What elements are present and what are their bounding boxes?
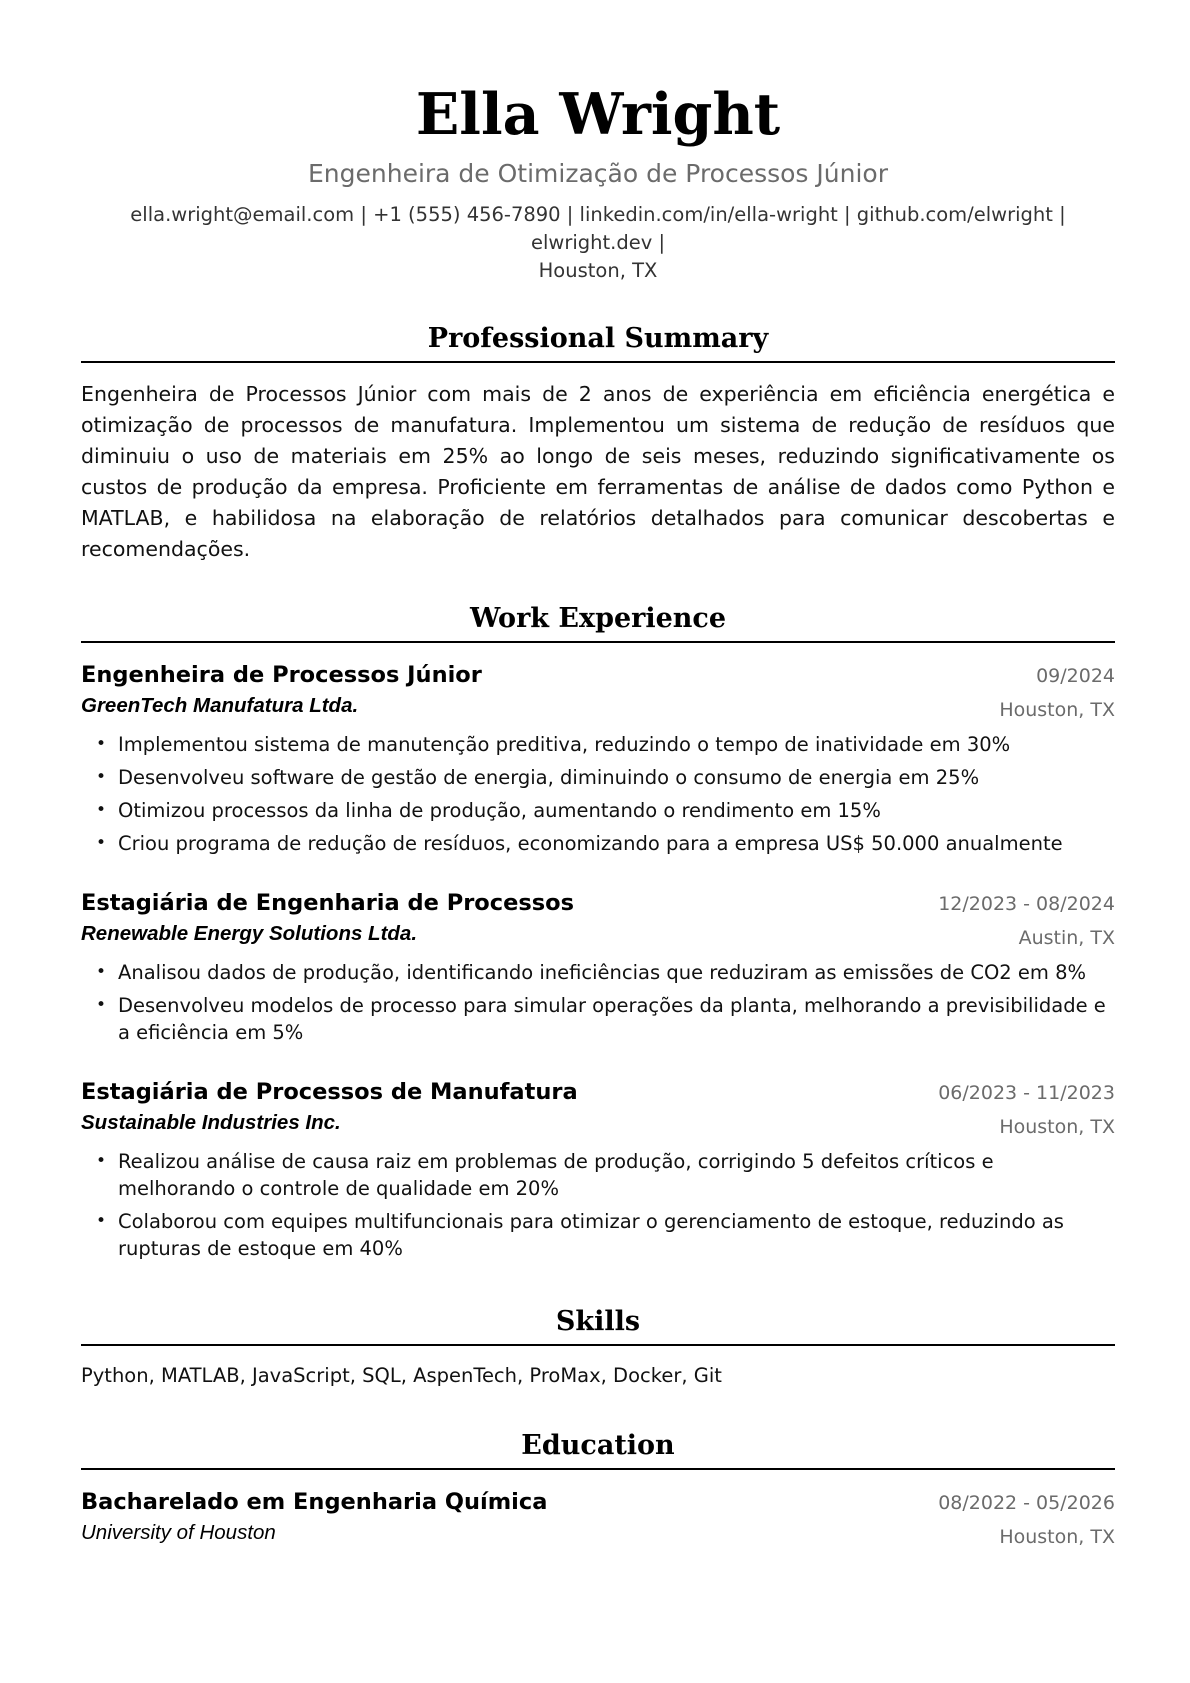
job-bullet: • Desenvolveu software de gestão de energia, diminuindo o consumo de energia em 25% xyxy=(81,764,1115,791)
job-title: Estagiária de Engenharia de Processos xyxy=(81,890,575,916)
education-section xyxy=(81,1428,1115,1548)
education-entry xyxy=(81,1486,1115,1548)
job-bullet: • Desenvolveu modelos de processo para simular operações da planta, melhorando a previsibilidade e a eficiência em 5% xyxy=(81,992,1115,1046)
contact-location: Houston, TX xyxy=(538,259,658,282)
job-bullets xyxy=(81,959,1115,1046)
job-title: Engenheira de Processos Júnior xyxy=(81,662,482,688)
job-date: 09/2024 xyxy=(1036,665,1115,687)
job-company: GreenTech Manufatura Ltda. xyxy=(81,694,359,717)
candidate-title: Engenheira de Otimização de Processos Júnior xyxy=(307,159,888,188)
section-heading-experience: Work Experience xyxy=(81,601,1115,643)
section-heading-education: Education xyxy=(81,1428,1115,1470)
job-location: Austin, TX xyxy=(1018,927,1115,949)
job-location: Houston, TX xyxy=(999,699,1115,721)
section-heading-skills: Skills xyxy=(81,1304,1115,1346)
job-bullet: • Otimizou processos da linha de produção, aumentando o rendimento em 15% xyxy=(81,797,1115,824)
skills-section xyxy=(81,1304,1115,1390)
job-bullet: • Criou programa de redução de resíduos, economizando para a empresa US$ 50.000 anualmente xyxy=(81,830,1115,857)
job-bullet: • Colaborou com equipes multifuncionais para otimizar o gerenciamento de estoque, reduzindo as rupturas de estoque em 40% xyxy=(81,1208,1115,1262)
job-location: Houston, TX xyxy=(999,1116,1115,1138)
summary-section xyxy=(81,321,1115,565)
job-company: Renewable Energy Solutions Ltda. xyxy=(81,922,418,945)
resume-page xyxy=(81,80,1115,1548)
job-bullets xyxy=(81,1148,1115,1262)
job-date: 06/2023 - 11/2023 xyxy=(938,1082,1115,1104)
job-date: 12/2023 - 08/2024 xyxy=(938,893,1115,915)
education-date: 08/2022 - 05/2026 xyxy=(938,1492,1115,1514)
section-heading-summary: Professional Summary xyxy=(81,321,1115,363)
candidate-name: Ella Wright xyxy=(415,81,781,148)
contact-info xyxy=(81,201,1115,285)
job-entry xyxy=(81,659,1115,857)
summary-text: Engenheira de Processos Júnior com mais de 2 anos de experiência em eficiência energética e otimização de processos de manufatura. Implementou um sistema de redução de resíduos que diminuiu o uso de materiais em 25% ao longo de seis meses, reduzindo significativamente os custos de produção da empresa. Proficiente em ferramentas de análise de dados como Python e MATLAB, e habilidosa na elaboração de relatórios detalhados para comunicar descobertas e recomendações. xyxy=(81,382,1115,561)
education-location: Houston, TX xyxy=(999,1526,1115,1548)
degree-title: Bacharelado em Engenharia Química xyxy=(81,1489,548,1515)
experience-section xyxy=(81,601,1115,1262)
job-bullets xyxy=(81,731,1115,857)
job-bullet: • Analisou dados de produção, identificando ineficiências que reduziram as emissões de CO2 em 8% xyxy=(81,959,1115,986)
job-entry xyxy=(81,887,1115,1046)
contact-line: ella.wright@email.com | +1 (555) 456-7890 | linkedin.com/in/ella-wright | github.com/elwright | elwright.dev | xyxy=(130,203,1066,254)
job-entry xyxy=(81,1076,1115,1262)
school-name: University of Houston xyxy=(81,1521,276,1544)
skills-list: Python, MATLAB, JavaScript, SQL, AspenTech, ProMax, Docker, Git xyxy=(81,1364,722,1387)
job-title: Estagiária de Processos de Manufatura xyxy=(81,1079,578,1105)
job-bullet: • Realizou análise de causa raiz em problemas de produção, corrigindo 5 defeitos críticos e melhorando o controle de qualidade em 20% xyxy=(81,1148,1115,1202)
job-bullet: • Implementou sistema de manutenção preditiva, reduzindo o tempo de inatividade em 30% xyxy=(81,731,1115,758)
job-company: Sustainable Industries Inc. xyxy=(81,1111,341,1134)
